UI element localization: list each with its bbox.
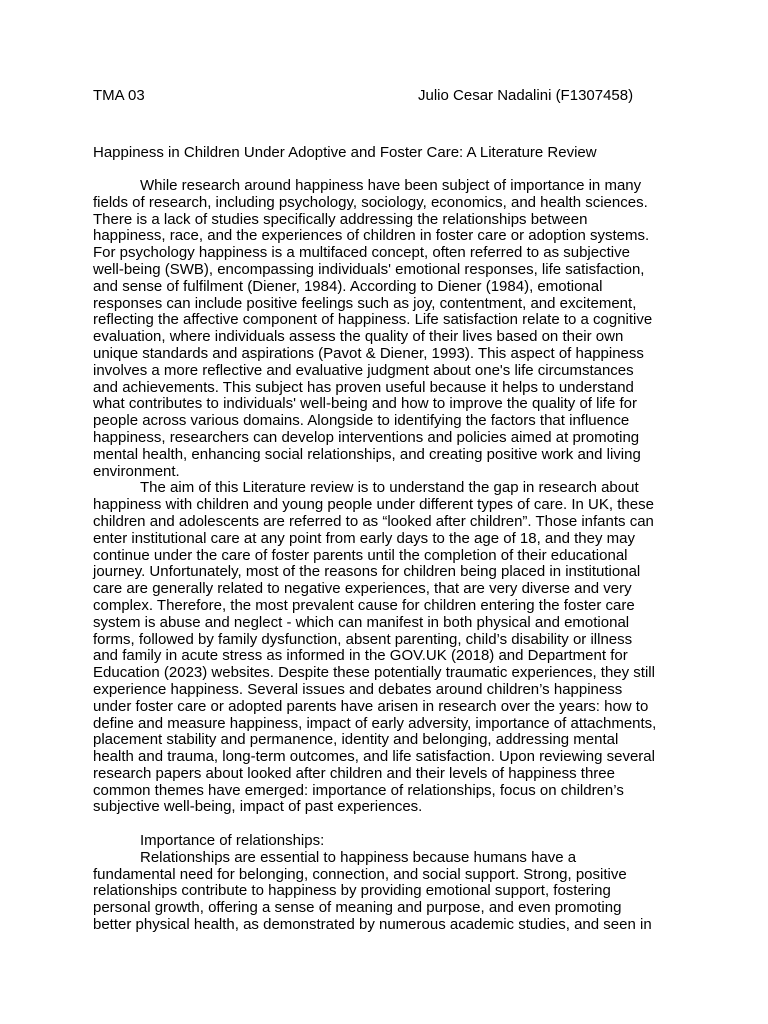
text-line: and sense of fulfilment (Diener, 1984). According to Diener (1984), emotional <box>93 277 603 295</box>
text-line: forms, followed by family dysfunction, absent parenting, child’s disability or illness <box>93 630 633 648</box>
text-line: relationships contribute to happiness by providing emotional support, fostering <box>93 882 611 900</box>
text-line: better physical health, as demonstrated by numerous academic studies, and seen in <box>93 916 652 934</box>
text-line: and achievements. This subject has proven useful because it helps to understand <box>93 378 634 396</box>
text-line: and family in acute stress as informed in the GOV.UK (2018) and Department for <box>93 647 628 665</box>
text-line: people across various domains. Alongside to identifying the factors that influence <box>93 412 630 430</box>
text-line: While research around happiness have been subject of importance in many <box>140 177 642 194</box>
text-line: involves a more reflective and evaluative judgment about one's life circumstances <box>93 361 634 379</box>
paragraph-gap <box>93 816 673 833</box>
text-line: research papers about looked after children and their levels of happiness three <box>93 764 615 782</box>
text-line: placement stability and permanence, identity and belonging, addressing mental <box>93 731 619 749</box>
text-line: environment. <box>93 462 180 480</box>
text-line: under foster care or adopted parents have arisen in research over the years: how to <box>93 697 649 715</box>
header-course-code: TMA 03 <box>93 87 145 104</box>
text-line: fields of research, including psychology, sociology, economics, and health sciences. <box>93 193 648 211</box>
text-line: Education (2023) websites. Despite these potentially traumatic experiences, they still <box>93 664 655 682</box>
document-title: Happiness in Children Under Adoptive and Foster Care: A Literature Review <box>93 144 597 161</box>
text-line: well-being (SWB), encompassing individuals' emotional responses, life satisfaction, <box>93 260 645 278</box>
text-line: unique standards and aspirations (Pavot & Diener, 1993). This aspect of happiness <box>93 344 644 362</box>
text-line: complex. Therefore, the most prevalent cause for children entering the foster care <box>93 596 635 614</box>
text-line: happiness with children and young people under different types of care. In UK, these <box>93 496 654 514</box>
section-heading: Importance of relationships: <box>140 832 325 850</box>
text-line: define and measure happiness, impact of early adversity, importance of attachments, <box>93 714 657 732</box>
paragraph-relationships <box>93 850 673 934</box>
text-line: enter institutional care at any point from early days to the age of 18, and they may <box>93 529 635 547</box>
text-line: experience happiness. Several issues and debates around children’s happiness <box>93 680 623 698</box>
paragraph-aim <box>93 480 673 816</box>
text-line: There is a lack of studies specifically addressing the relationships between <box>93 210 588 228</box>
text-line: happiness, race, and the experiences of children in foster care or adoption systems. <box>93 227 650 245</box>
text-line: common themes have emerged: importance of relationships, focus on children’s <box>93 781 624 799</box>
text-line: system is abuse and neglect - which can manifest in both physical and emotional <box>93 613 630 631</box>
text-line: journey. Unfortunately, most of the reasons for children being placed in institutional <box>93 563 641 581</box>
text-line: reflecting the affective component of happiness. Life satisfaction relate to a cognitive <box>93 311 653 329</box>
text-line: subjective well-being, impact of past experiences. <box>93 798 423 816</box>
text-line: For psychology happiness is a multifaced concept, often referred to as subjective <box>93 244 630 262</box>
text-line: Relationships are essential to happiness because humans have a <box>140 848 577 866</box>
text-line: care are generally related to negative experiences, that are very diverse and very <box>93 580 632 598</box>
header-author: Julio Cesar Nadalini (F1307458) <box>418 87 634 104</box>
text-line: what contributes to individuals' well-being and how to improve the quality of life for <box>93 395 637 413</box>
text-line: happiness, researchers can develop interventions and policies aimed at promoting <box>93 428 640 446</box>
text-line: health and trauma, long-term outcomes, and life satisfaction. Upon reviewing several <box>93 748 655 766</box>
text-line: The aim of this Literature review is to understand the gap in research about <box>140 479 639 497</box>
text-line: evaluation, where individuals assess the quality of their lives based on their own <box>93 328 624 346</box>
document-body <box>93 178 673 934</box>
text-line: responses can include positive feelings such as joy, contentment, and excitement, <box>93 294 637 312</box>
text-line: mental health, enhancing social relationships, and creating positive work and living <box>93 445 641 463</box>
text-line: fundamental need for belonging, connection, and social support. Strong, positive <box>93 865 627 883</box>
text-line: personal growth, offering a sense of meaning and purpose, and even promoting <box>93 899 622 917</box>
text-line: continue under the care of foster parents until the completion of their educational <box>93 546 628 564</box>
paragraph-intro <box>93 178 673 480</box>
text-line: children and adolescents are referred to as “looked after children”. Those infants can <box>93 512 654 530</box>
